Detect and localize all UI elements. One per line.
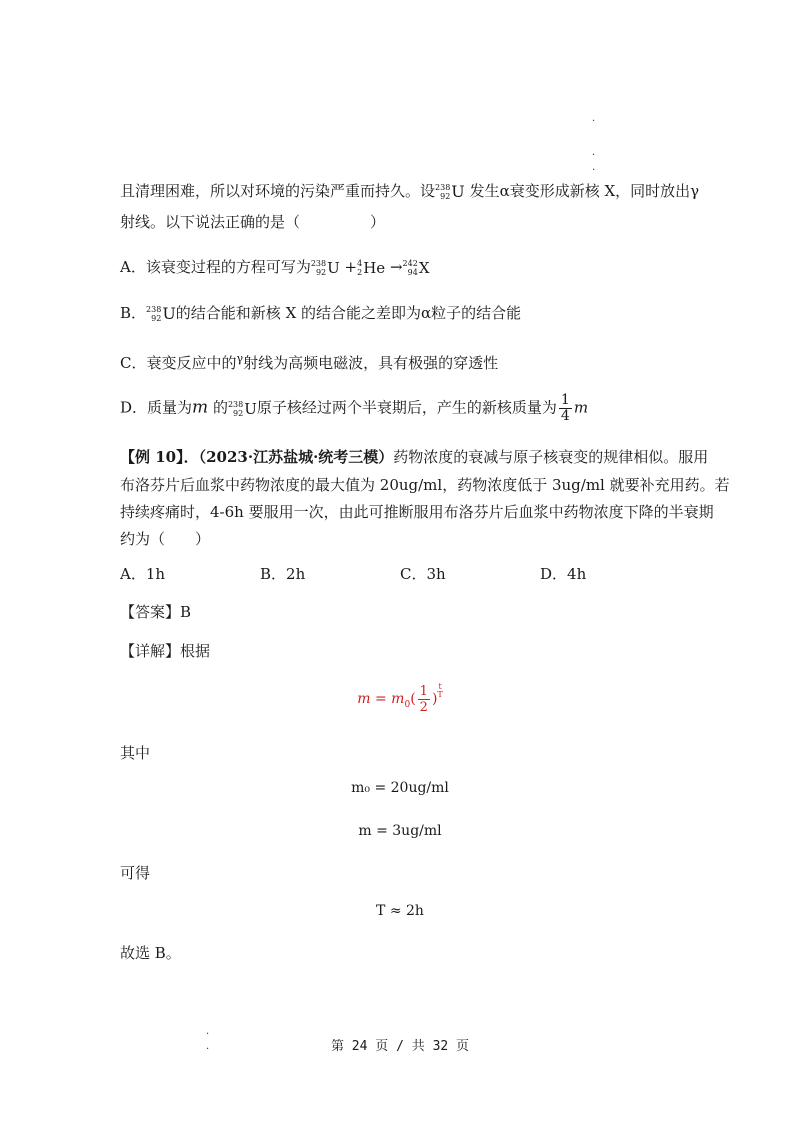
- page-footer: 第 24 页 / 共 32 页: [330, 1039, 470, 1054]
- formula-m0: m₀ = 20ug/ml: [351, 780, 449, 796]
- conclusion: 故选 B。: [120, 944, 181, 962]
- then-label: 可得: [120, 864, 151, 882]
- question-prompt: 射线。以下说法正确的是（: [120, 213, 301, 231]
- question-line-1: [120, 180, 699, 203]
- stray-dot: ·: [206, 1044, 210, 1055]
- option-d: D．质量为m 的 238 92 U 原子核经过两个半衰期后，产生的新核质量为 $\frac{1}{4}$ m: [120, 392, 589, 424]
- option-a: A．该衰变过程的方程可写为 238 92 U + 4 2 He → 242 94 X: [120, 258, 430, 277]
- answer-label: 【答案】B: [120, 603, 192, 621]
- where-label: 其中: [120, 744, 151, 762]
- stray-dot: ·: [592, 116, 596, 127]
- choice-b: B．2h: [260, 565, 306, 583]
- formula-result: T ≈ 2h: [376, 903, 424, 919]
- example-line-1: 【例 10】．（2023·江苏盐城·统考三模）药物浓度的衰减与原子核衰变的规律相似。服用: [120, 448, 709, 466]
- question-text: 发生α衰变形成新核 X，同时放出γ: [469, 182, 700, 200]
- example-line-3: 持续疼痛时，4-6h 要服用一次，由此可推断服用布洛芬片后血浆中药物浓度下降的半衰期: [120, 503, 714, 521]
- question-line-2: 射线。以下说法正确的是（ ）: [120, 213, 386, 231]
- choice-d: D．4h: [540, 565, 587, 583]
- choice-a: A．1h: [120, 565, 166, 583]
- uranium-nuclide: 238 92 U: [435, 182, 465, 201]
- formula-m: m = 3ug/ml: [358, 823, 442, 839]
- example-tag: 【例 10】．（2023·江苏盐城·统考三模）: [120, 448, 394, 466]
- stray-dot: ·: [206, 1029, 210, 1040]
- stray-dot: ·: [592, 165, 596, 176]
- example-line-4: 约为（ ）: [120, 530, 211, 548]
- detail-label: 【详解】根据: [120, 642, 211, 660]
- stray-dot: ·: [592, 150, 596, 161]
- question-text: 且清理困难，所以对环境的污染严重而持久。设: [120, 182, 436, 200]
- choice-c: C．3h: [400, 565, 446, 583]
- option-b: B． 238 92 U 的结合能和新核 X 的结合能之差即为α粒子的结合能: [120, 304, 522, 323]
- example-line-2: 布洛芬片后血浆中药物浓度的最大值为 20ug/ml，药物浓度低于 3ug/ml 就要补充用药。若: [120, 476, 730, 494]
- decay-formula: $m = m_0$( $\frac{1}{2}$ ) $^{t T}$: [357, 682, 443, 715]
- option-c: C．衰变反应中的$^\gamma$射线为高频电磁波，具有极强的穿透性: [120, 352, 499, 372]
